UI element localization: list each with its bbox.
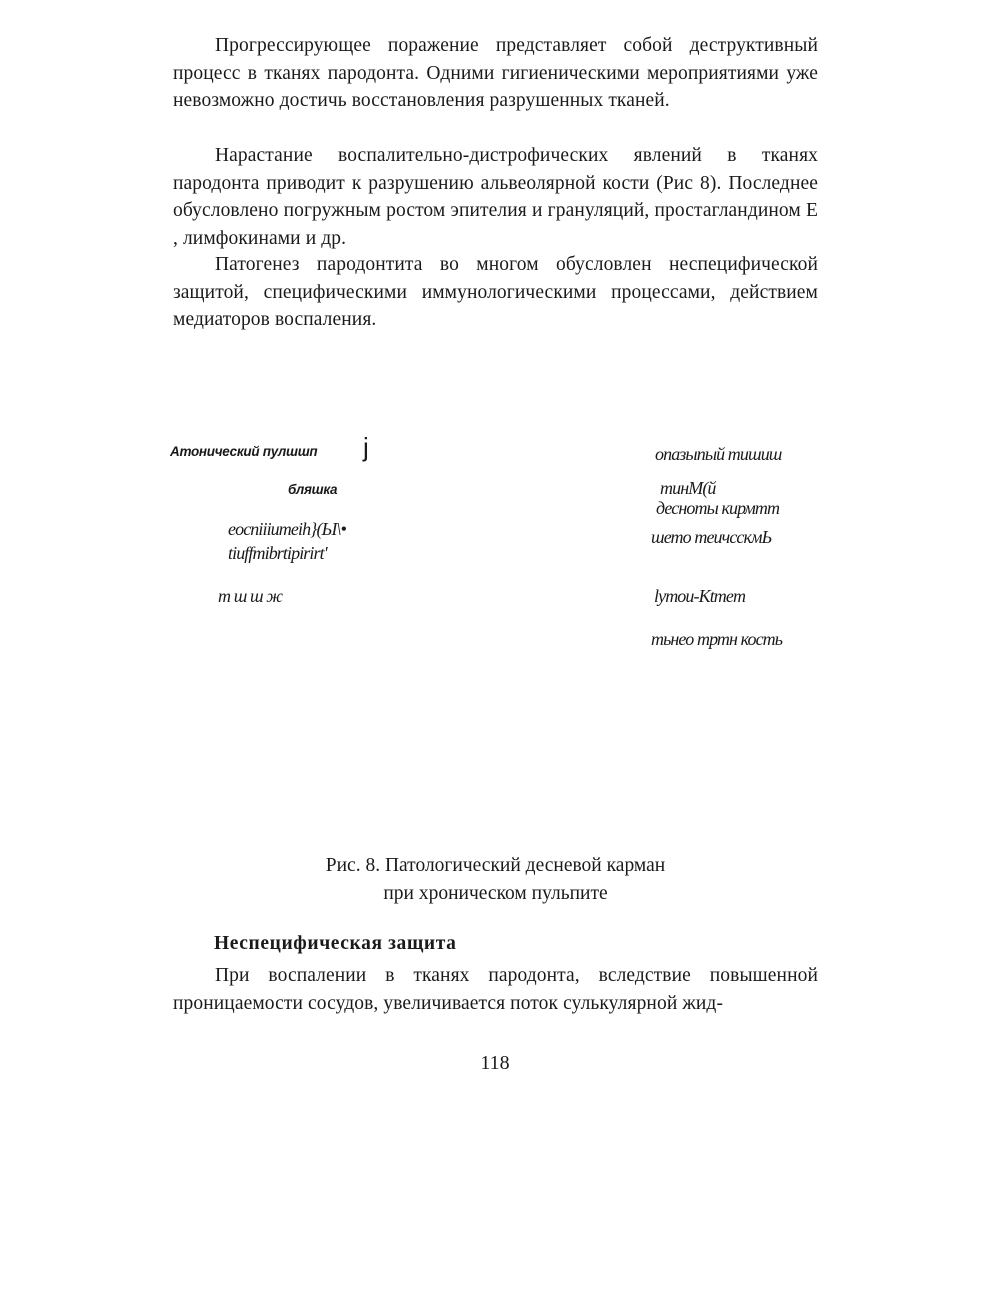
figure-label-right-3: десноты кирмтт <box>656 498 780 518</box>
figure-label-right-6: тьнео тртн кость <box>651 629 783 649</box>
figure-label-left-1: Атонический пулшшп <box>170 444 318 459</box>
paragraph-inflammation: При воспалении в тканях пародонта, вследствие повышенной проницаемости сосудов, увеличивается поток сулькулярной жид- <box>173 965 818 1014</box>
figure-label-left-2: бляшка <box>288 482 338 497</box>
figure-label-right-4: шето теичсскмЬ <box>651 527 772 547</box>
figure-label-left-3: eocniiiumeih}(Ы\• <box>228 519 346 539</box>
figure-label-left-5: т ш ш ж <box>218 586 283 606</box>
section-heading: Неспецифическая защита <box>214 933 457 954</box>
page-number: 118 <box>480 1052 510 1074</box>
paragraph-alveolar-bone: Нарастание воспалительно-дистрофических явлений в тканях пародонта приводит к разрушению альвеолярной кости (Рис 8). Последнее обусловлено погружным ростом эпителия и грануляций, простагландином Е , лимфокинами и др. <box>173 145 818 249</box>
figure-label-left-4: tiuffmibrtipirirt' <box>228 543 327 563</box>
figure-label-left-1-mark: j <box>363 432 369 462</box>
figure-label-right-1: опазыпый тишиш <box>655 444 782 464</box>
figure-label-right-2: тинМ(й <box>660 478 716 498</box>
paragraph-pathogenesis: Патогенез пародонтита во многом обусловлен неспецифической защитой, специфическими иммунологическими процессами, действием медиаторов воспаления. <box>173 254 818 330</box>
figure-caption-line-1: Рис. 8. Патологический десневой карман <box>325 855 666 876</box>
figure-caption-line-2: при хроническом пульпите <box>383 883 608 904</box>
paragraph-destructive-process: Прогрессирующее поражение представляет собой деструктивный процесс в тканях пародонта. Одними гигиеническими мероприятиями уже невозможно достичь восстановления разрушенных тканей. <box>173 35 818 111</box>
figure-label-right-5: lymou-Ktmem <box>654 586 746 606</box>
